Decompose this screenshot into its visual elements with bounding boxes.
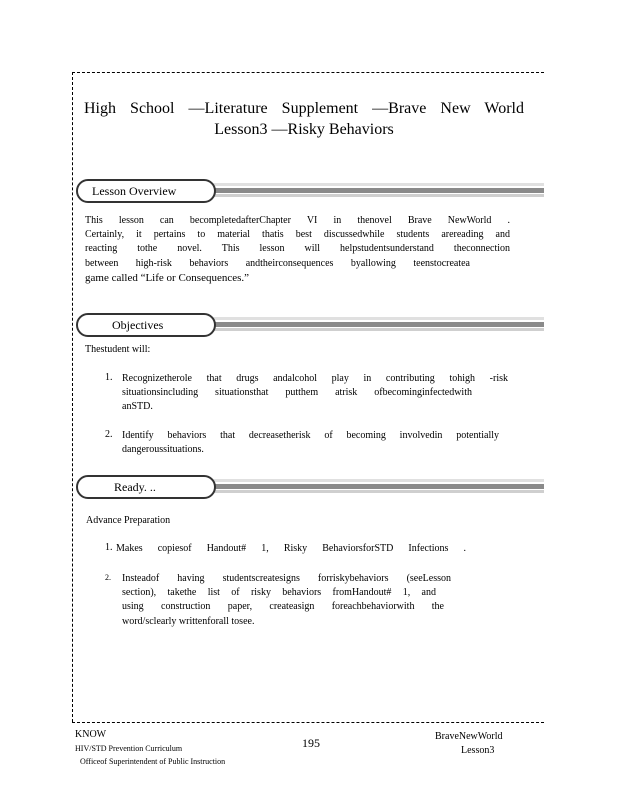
page-title: High School —Literature Supplement —Brave New World: [84, 100, 524, 117]
footer-org-name: KNOW: [75, 729, 107, 740]
page-number: 195: [302, 736, 320, 750]
list-line: word/sclearly writtenforall tosee.: [122, 616, 255, 627]
list-line: Recognizetherole that drugs andalcohol play in contributing tohigh -risk: [122, 373, 508, 384]
paragraph-line: game called “Life or Consequences.”: [85, 272, 250, 284]
paragraph-line: reacting tothe novel. This lesson will helpstudentsunderstand theconnection: [85, 243, 510, 254]
list-number: 1.: [105, 542, 113, 553]
paragraph-line: Certainly, it pertains to material thatis best discussedwhile students arereading and: [85, 229, 510, 240]
footer-lesson: Lesson3: [461, 745, 495, 756]
list-line: section), takethe list of risky behaviors fromHandout# 1, and: [122, 587, 436, 598]
list-line: Insteadof having studentscreatesigns forriskybehaviors (seeLesson: [122, 573, 451, 584]
section-title: Ready. ..: [114, 480, 156, 494]
footer-curriculum: HIV/STD Prevention Curriculum: [75, 744, 183, 753]
footer-book-title: BraveNewWorld: [435, 731, 503, 742]
list-number: 2.: [105, 429, 113, 440]
page-frame-top: [72, 72, 544, 73]
list-line: anSTD.: [122, 401, 153, 412]
list-line: situationsincluding situationsthat putthem atrisk ofbecominginfectedwith: [122, 387, 472, 398]
page-frame-bottom: [72, 722, 544, 723]
page-frame-left: [72, 72, 73, 722]
section-title: Objectives: [112, 318, 164, 332]
list-number: 2.: [105, 573, 111, 582]
section-header-lesson-overview: [76, 179, 544, 203]
section-header-ready: [76, 475, 544, 499]
paragraph-line: This lesson can becompletedafterChapter VI in thenovel Brave NewWorld .: [85, 215, 510, 226]
list-line: using construction paper, createasign foreachbehaviorwith the: [122, 601, 444, 612]
footer-office: Officeof Superintendent of Public Instruction: [80, 757, 226, 766]
objectives-intro: Thestudent will:: [85, 344, 151, 355]
list-number: 1.: [105, 372, 113, 383]
list-line: Identify behaviors that decreasetherisk of becoming involvedin potentially: [122, 430, 499, 441]
section-header-objectives: [76, 313, 544, 337]
paragraph-line: between high-risk behaviors andtheirconsequences byallowing teenstocreatea: [85, 258, 470, 269]
list-line: Makes copiesof Handout# 1, Risky BehaviorsforSTD Infections .: [116, 543, 466, 554]
page-subtitle: Lesson3 —Risky Behaviors: [214, 121, 394, 138]
section-title: Lesson Overview: [92, 184, 177, 198]
list-line: dangeroussituations.: [122, 444, 204, 455]
advance-preparation-heading: Advance Preparation: [86, 515, 171, 526]
